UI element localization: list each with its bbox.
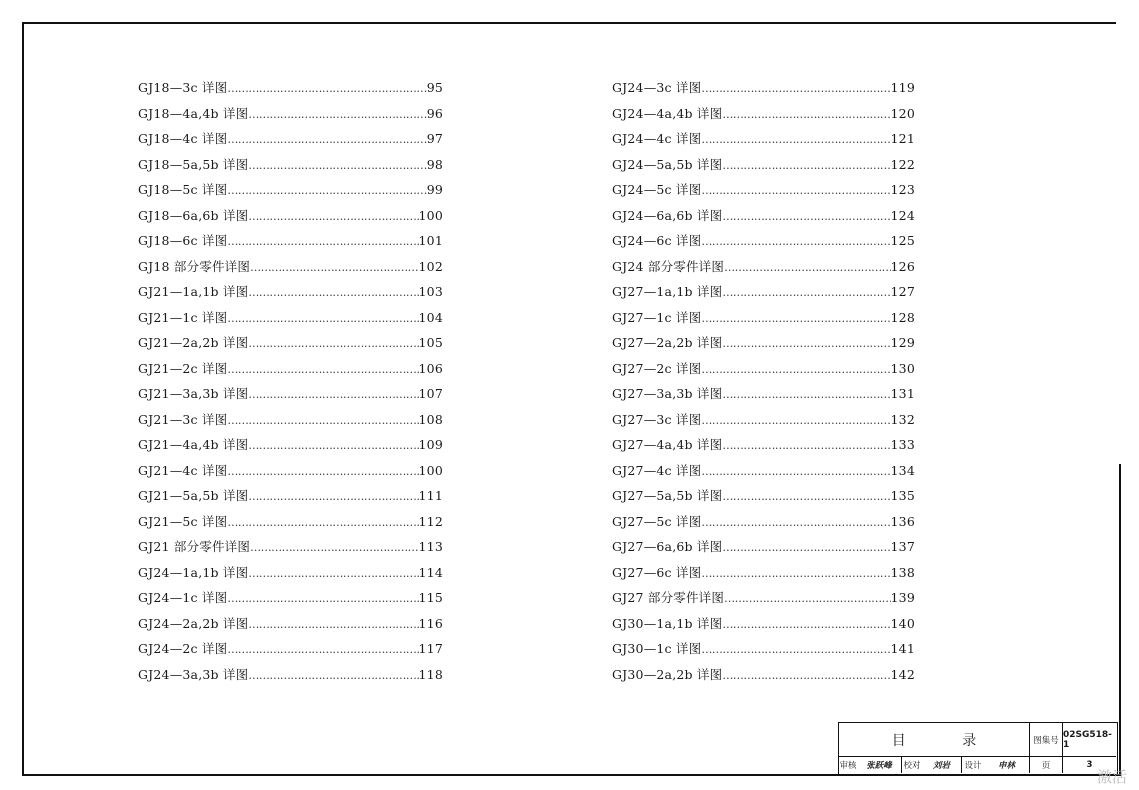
toc-entry [612, 282, 915, 308]
toc-entry [612, 614, 915, 640]
toc-entry [138, 639, 443, 665]
toc-entry-page: 103 [418, 284, 443, 299]
toc-leader-dots [248, 210, 418, 223]
toc-entry-label: GJ18—6c 详图 [138, 233, 228, 248]
toc-entry [138, 435, 443, 461]
toc-entry-page: 115 [418, 590, 443, 605]
toc-leader-dots [701, 184, 890, 197]
toc-entry [612, 231, 915, 257]
toc-leader-dots [248, 618, 418, 631]
toc-entry-page: 129 [890, 335, 915, 350]
toc-leader-dots [250, 541, 418, 554]
toc-entry [138, 588, 443, 614]
toc-leader-dots [701, 643, 890, 656]
toc-entry-label: GJ18—3c 详图 [138, 80, 228, 95]
toc-entry [138, 155, 443, 181]
toc-leader-dots [722, 618, 890, 631]
toc-leader-dots [722, 388, 890, 401]
review-label: 审核 [839, 761, 857, 771]
toc-entry [138, 563, 443, 589]
toc-entry [138, 410, 443, 436]
toc-leader-dots [701, 516, 890, 529]
toc-entry-page: 101 [418, 233, 443, 248]
toc-entry-page: 140 [890, 615, 915, 631]
frame-left-border [22, 22, 24, 776]
toc-entry-label: GJ24—5c 详图 [612, 182, 702, 197]
toc-entry [138, 359, 443, 385]
toc-entry-label: GJ27—2c 详图 [612, 360, 702, 376]
toc-leader-dots [722, 159, 890, 172]
toc-entry-label: GJ21—2c 详图 [138, 360, 228, 376]
toc-entry-label: GJ18—4a,4b 详图 [138, 105, 249, 121]
toc-leader-dots [227, 312, 418, 325]
toc-entry [612, 435, 915, 461]
toc-entry-label: GJ18—5a,5b 详图 [138, 156, 249, 172]
toc-right-column [612, 78, 915, 690]
toc-leader-dots [248, 108, 426, 121]
toc-leader-dots [724, 261, 890, 274]
toc-leader-dots [701, 465, 890, 478]
check-label: 校对 [903, 761, 921, 771]
toc-entry-label: GJ24—4c 详图 [612, 131, 702, 146]
toc-entry-page: 96 [426, 105, 443, 121]
toc-entry-page: 142 [890, 666, 915, 682]
toc-entry-label: GJ24—5a,5b 详图 [612, 156, 723, 172]
toc-leader-dots [248, 337, 418, 350]
toc-entry-label: GJ24—4a,4b 详图 [612, 105, 723, 121]
toc-entry-label: GJ27—5c 详图 [612, 513, 702, 529]
toc-leader-dots [227, 516, 418, 529]
toc-entry-page: 138 [890, 564, 915, 580]
toc-entry-page: 118 [418, 666, 443, 682]
toc-entry [612, 308, 915, 334]
toc-entry-page: 113 [418, 539, 443, 554]
toc-entry-page: 112 [418, 513, 443, 529]
toc-entry [138, 180, 443, 206]
toc-entry [612, 563, 915, 589]
toc-entry-page: 99 [426, 182, 443, 197]
page-number: 3 [1086, 760, 1093, 770]
toc-entry-label: GJ21 部分零件详图 [138, 539, 251, 554]
toc-entry-page: 106 [418, 360, 443, 376]
toc-entry-page: 116 [418, 615, 443, 631]
toc-leader-dots [248, 388, 418, 401]
toc-entry-label: GJ24—2a,2b 详图 [138, 615, 249, 631]
toc-leader-dots [227, 235, 418, 248]
toc-entry [138, 614, 443, 640]
toc-entry-page: 95 [426, 80, 443, 95]
toc-entry [612, 588, 915, 614]
toc-leader-dots [701, 235, 890, 248]
toc-entry [612, 257, 915, 283]
toc-entry-label: GJ24—3c 详图 [612, 80, 702, 95]
toc-leader-dots [722, 286, 890, 299]
toc-leader-dots [722, 669, 890, 682]
toc-entry-label: GJ27—1c 详图 [612, 309, 702, 325]
atlas-number-label: 图集号 [1030, 723, 1063, 757]
toc-leader-dots [248, 490, 418, 503]
toc-entry-label: GJ30—1a,1b 详图 [612, 615, 723, 631]
toc-entry [138, 282, 443, 308]
toc-leader-dots [701, 312, 890, 325]
toc-leader-dots [248, 286, 418, 299]
toc-entry [138, 78, 443, 104]
toc-entry [612, 486, 915, 512]
toc-entry [612, 461, 915, 487]
toc-entry-page: 127 [890, 284, 915, 299]
toc-entry [138, 308, 443, 334]
toc-entry-label: GJ24—3a,3b 详图 [138, 666, 249, 682]
toc-entry-page: 114 [418, 564, 443, 580]
toc-entry-label: GJ18—5c 详图 [138, 182, 228, 197]
toc-leader-dots [722, 210, 890, 223]
toc-entry-label: GJ24 部分零件详图 [612, 258, 725, 274]
toc-leader-dots [250, 261, 418, 274]
page-label: 页 [1030, 757, 1063, 773]
toc-entry [612, 410, 915, 436]
toc-entry-page: 137 [890, 539, 915, 554]
toc-entry-page: 124 [890, 207, 915, 223]
toc-entry [138, 384, 443, 410]
toc-left-column [138, 78, 443, 690]
frame-right-border [1119, 464, 1121, 774]
toc-leader-dots [227, 82, 426, 95]
toc-leader-dots [701, 82, 890, 95]
toc-entry-page: 126 [890, 258, 915, 274]
toc-leader-dots [722, 541, 890, 554]
toc-entry [612, 384, 915, 410]
toc-entry-label: GJ21—4c 详图 [138, 462, 228, 478]
toc-entry-page: 120 [890, 105, 915, 121]
toc-entry-label: GJ24—1c 详图 [138, 590, 228, 605]
toc-entry-page: 133 [890, 437, 915, 452]
toc-entry-page: 108 [418, 411, 443, 427]
toc-leader-dots [701, 567, 890, 580]
review-signature: 张跃峰 [857, 757, 902, 773]
toc-entry-page: 100 [418, 207, 443, 223]
toc-entry-label: GJ21—4a,4b 详图 [138, 437, 249, 452]
toc-entry-label: GJ24—6c 详图 [612, 233, 702, 248]
toc-entry [612, 129, 915, 155]
design-label: 设计 [964, 761, 982, 771]
toc-entry-page: 141 [890, 641, 915, 656]
toc-entry [612, 78, 915, 104]
toc-entry-label: GJ27—6c 详图 [612, 564, 702, 580]
toc-entry-page: 111 [418, 488, 443, 503]
toc-entry-label: GJ21—1a,1b 详图 [138, 284, 249, 299]
toc-leader-dots [248, 567, 418, 580]
toc-entry [612, 206, 915, 232]
toc-entry-label: GJ27—1a,1b 详图 [612, 284, 723, 299]
toc-entry [138, 231, 443, 257]
toc-entry-label: GJ27—5a,5b 详图 [612, 488, 723, 503]
toc-leader-dots [722, 337, 890, 350]
toc-entry-label: GJ21—3c 详图 [138, 411, 228, 427]
toc-entry [612, 665, 915, 691]
toc-entry [138, 486, 443, 512]
toc-leader-dots [722, 108, 890, 121]
atlas-number-value: 02SG518-1 [1063, 723, 1116, 757]
toc-entry-page: 136 [890, 513, 915, 529]
design-signature: 申林 [984, 757, 1030, 773]
toc-entry [612, 155, 915, 181]
toc-entry-label: GJ27—4a,4b 详图 [612, 437, 723, 452]
toc-leader-dots [701, 133, 890, 146]
toc-entry-page: 107 [418, 386, 443, 401]
toc-entry-page: 135 [890, 488, 915, 503]
toc-entry [612, 512, 915, 538]
title-block [838, 722, 1118, 775]
toc-leader-dots [701, 363, 890, 376]
toc-leader-dots [227, 363, 418, 376]
toc-entry-label: GJ18—4c 详图 [138, 131, 228, 146]
check-signature: 刘岩 [922, 757, 962, 773]
toc-entry-label: GJ21—5a,5b 详图 [138, 488, 249, 503]
toc-leader-dots [724, 592, 890, 605]
toc-entry-page: 100 [418, 462, 443, 478]
toc-entry-label: GJ27—4c 详图 [612, 462, 702, 478]
toc-entry-page: 105 [418, 335, 443, 350]
toc-entry [612, 333, 915, 359]
toc-entry [138, 129, 443, 155]
toc-leader-dots [701, 414, 890, 427]
toc-entry-page: 128 [890, 309, 915, 325]
toc-entry-label: GJ24—2c 详图 [138, 641, 228, 656]
toc-entry [138, 333, 443, 359]
toc-entry-page: 123 [890, 182, 915, 197]
toc-entry [138, 461, 443, 487]
toc-entry-page: 104 [418, 309, 443, 325]
toc-entry-page: 125 [890, 233, 915, 248]
toc-entry-page: 134 [890, 462, 915, 478]
toc-entry-page: 131 [890, 386, 915, 401]
toc-entry-label: GJ24—1a,1b 详图 [138, 564, 249, 580]
toc-entry [138, 512, 443, 538]
toc-entry [612, 104, 915, 130]
toc-entry-page: 130 [890, 360, 915, 376]
toc-entry-page: 109 [418, 437, 443, 452]
toc-entry-page: 97 [426, 131, 443, 146]
toc-entry [612, 639, 915, 665]
toc-entry-page: 139 [890, 590, 915, 605]
toc-entry-label: GJ21—5c 详图 [138, 513, 228, 529]
toc-entry-page: 121 [890, 131, 915, 146]
toc-entry [138, 537, 443, 563]
frame-top-border [22, 22, 1116, 24]
toc-leader-dots [227, 414, 418, 427]
toc-leader-dots [227, 643, 418, 656]
toc-leader-dots [227, 133, 426, 146]
toc-entry-page: 102 [418, 258, 443, 274]
toc-entry-label: GJ30—2a,2b 详图 [612, 666, 723, 682]
toc-leader-dots [227, 592, 418, 605]
toc-leader-dots [227, 465, 418, 478]
toc-leader-dots [248, 669, 418, 682]
toc-entry-page: 117 [418, 641, 443, 656]
toc-entry-label: GJ24—6a,6b 详图 [612, 207, 723, 223]
toc-entry-label: GJ27 部分零件详图 [612, 590, 725, 605]
toc-entry [612, 359, 915, 385]
toc-entry-label: GJ30—1c 详图 [612, 641, 702, 656]
toc-leader-dots [722, 490, 890, 503]
toc-entry-label: GJ18—6a,6b 详图 [138, 207, 249, 223]
toc-entry [138, 665, 443, 691]
toc-entry-label: GJ21—1c 详图 [138, 309, 228, 325]
toc-leader-dots [248, 439, 418, 452]
toc-entry-page: 119 [890, 80, 915, 95]
toc-entry-page: 98 [426, 156, 443, 172]
toc-entry [612, 537, 915, 563]
toc-entry-label: GJ18 部分零件详图 [138, 258, 251, 274]
toc-entry [138, 206, 443, 232]
toc-entry-label: GJ27—2a,2b 详图 [612, 335, 723, 350]
toc-entry-page: 132 [890, 411, 915, 427]
toc-entry [612, 180, 915, 206]
toc-entry-label: GJ27—3a,3b 详图 [612, 386, 723, 401]
toc-leader-dots [227, 184, 426, 197]
watermark-text: 激活 [1097, 768, 1128, 786]
title-block-title: 目 录 [839, 723, 1030, 757]
toc-entry-label: GJ27—6a,6b 详图 [612, 539, 723, 554]
toc-leader-dots [722, 439, 890, 452]
toc-entry-label: GJ21—2a,2b 详图 [138, 335, 249, 350]
toc-entry-page: 122 [890, 156, 915, 172]
toc-entry [138, 257, 443, 283]
toc-entry-label: GJ27—3c 详图 [612, 411, 702, 427]
toc-entry [138, 104, 443, 130]
toc-entry-label: GJ21—3a,3b 详图 [138, 386, 249, 401]
toc-leader-dots [248, 159, 426, 172]
